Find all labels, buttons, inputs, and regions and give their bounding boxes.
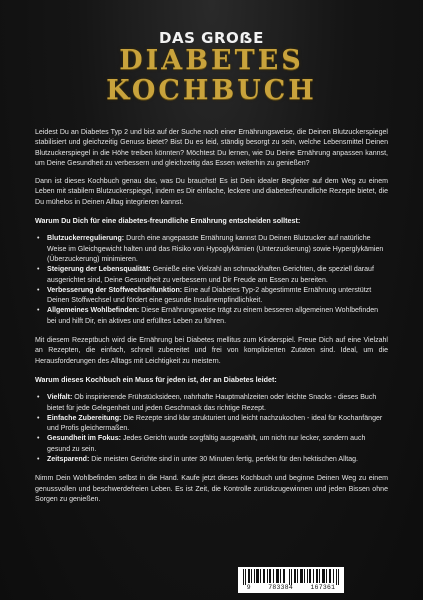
list-item-text: Durch eine angepasste Ernährung kannst Du Deinen Blutzucker auf natürliche Weise im Gleichgewicht halten und das Risiko von Hypoglykämien (Unterzuckerung) sowie Hyperglykämien (Überzuckerung) minimieren. bbox=[47, 235, 384, 263]
list-item-term: Blutzuckerregulierung: bbox=[47, 235, 125, 243]
list-item-text: Die meisten Gerichte sind in unter 30 Minuten fertig, perfekt für den hektischen Alltag. bbox=[89, 456, 359, 464]
intro-paragraph-2: Dann ist dieses Kochbuch genau das, was Du brauchst! Es ist Dein idealer Begleiter auf dem Weg zu einem Leben mit stabilem Blutzuckerspiegel, indem es Dir einfache, leckere und diabetesfreundliche Rezepte bietet, die Du mühelos in Deinen Alltag integrieren kannst. bbox=[35, 178, 388, 206]
list-item-term: Allgemeines Wohlbefinden: bbox=[47, 307, 140, 315]
list-item bbox=[47, 414, 388, 435]
title-line-2: DIABETES bbox=[119, 45, 304, 76]
title-line-3: KOCHBUCH bbox=[106, 75, 317, 106]
intro-paragraph-1: Leidest Du an Diabetes Typ 2 und bist auf der Suche nach einer Ernährungsweise, die Deinen Blutzuckerspiegel stabilisiert und gleichzeitig Genuss bietet? Bist Du es leid, ständig besorgt zu sein, welche Lebensmittel Deinen Blutzuckerspiegel in die Höhe treiben könnten? Möchtest Du lernen, wie Du Deine Ernährung anpassen kannst, um Deine Gesundheit zu verbessern und gleichzeitig das Essen weiterhin zu genießen? bbox=[35, 129, 388, 167]
section-1-list bbox=[35, 234, 388, 327]
section-1-heading: Warum Du Dich für eine diabetes-freundliche Ernährung entscheiden solltest: bbox=[35, 216, 301, 226]
book-title bbox=[0, 30, 423, 106]
list-item bbox=[47, 306, 388, 327]
list-item bbox=[47, 434, 388, 455]
barcode-digit-group: 783384 bbox=[268, 584, 294, 591]
section-2-list bbox=[35, 393, 388, 465]
list-item-term: Gesundheit im Fokus: bbox=[47, 435, 121, 443]
title-line-1: DAS GROẞE bbox=[159, 29, 264, 47]
list-item-term: Verbesserung der Stoffwechselfunktion: bbox=[47, 286, 183, 294]
barcode-digit-group: 9 bbox=[246, 584, 251, 591]
barcode-digits bbox=[238, 584, 344, 592]
list-item bbox=[47, 455, 388, 465]
list-item-text: Diese Ernährungsweise trägt zu einem besseren allgemeinen Wohlbefinden bei und hilft Dir, ein aktives und erfülltes Leben zu führen. bbox=[47, 307, 379, 325]
list-item bbox=[47, 265, 388, 286]
list-item-text: Genieße eine Vielzahl an schmackhaften Gerichten, die speziell darauf ausgerichtet sind, Deine Gesundheit zu verbessern und Dir Freude am Essen zu bereiten. bbox=[47, 266, 374, 284]
list-item-term: Einfache Zubereitung: bbox=[47, 414, 122, 422]
list-item-text: Jedes Gericht wurde sorgfältig ausgewählt, um nicht nur lecker, sondern auch gesund zu sein. bbox=[47, 435, 366, 453]
list-item-term: Vielfalt: bbox=[47, 394, 73, 402]
list-item bbox=[47, 393, 388, 414]
list-item bbox=[47, 286, 388, 307]
list-item-text: Ob inspirierende Frühstücksideen, nahrhafte Hauptmahlzeiten oder leichte Snacks - dieses Buch bietet für jede Gelegenheit und jeden Geschmack das richtige Rezept. bbox=[47, 394, 377, 412]
list-item-text: Eine auf Diabetes Typ-2 abgestimmte Ernährung unterstützt Deinen Stoffwechsel und fördert eine gesunde Insulinempfindlichkeit. bbox=[47, 286, 372, 305]
section-2-heading: Warum dieses Kochbuch ein Muss für jeden ist, der an Diabetes leidet: bbox=[35, 374, 277, 384]
closing-paragraph: Nimm Dein Wohlbefinden selbst in die Hand. Kaufe jetzt dieses Kochbuch und beginne Deinen Weg zu einem genussvollen und beschwerdefreien Leben. Es ist Zeit, die Kontrolle zurückzugewinnen und jeden Bissen ohne Sorgen zu genießen. bbox=[35, 475, 388, 503]
blurb bbox=[35, 128, 388, 513]
middle-paragraph: Mit diesem Rezeptbuch wird die Ernährung bei Diabetes mellitus zum Kinderspiel. Freue Dich auf eine Vielzahl an Rezepten, die einfach, schnell zubereitet und frei von komplizierten Zutaten sind. Ideal, um die Herausforderungen des Alltags mit Leichtigkeit zu meistern. bbox=[35, 337, 388, 365]
list-item-term: Steigerung der Lebensqualität: bbox=[47, 266, 151, 274]
list-item-text: Die Rezepte sind klar strukturiert und leicht nachzukochen - ideal für Kochanfänger und Profis gleichermaßen. bbox=[47, 414, 383, 433]
isbn-barcode bbox=[238, 567, 344, 593]
barcode-digit-group: 167361 bbox=[310, 584, 336, 591]
barcode-bars bbox=[242, 569, 340, 585]
list-item-term: Zeitsparend: bbox=[47, 456, 90, 464]
list-item bbox=[47, 234, 388, 265]
